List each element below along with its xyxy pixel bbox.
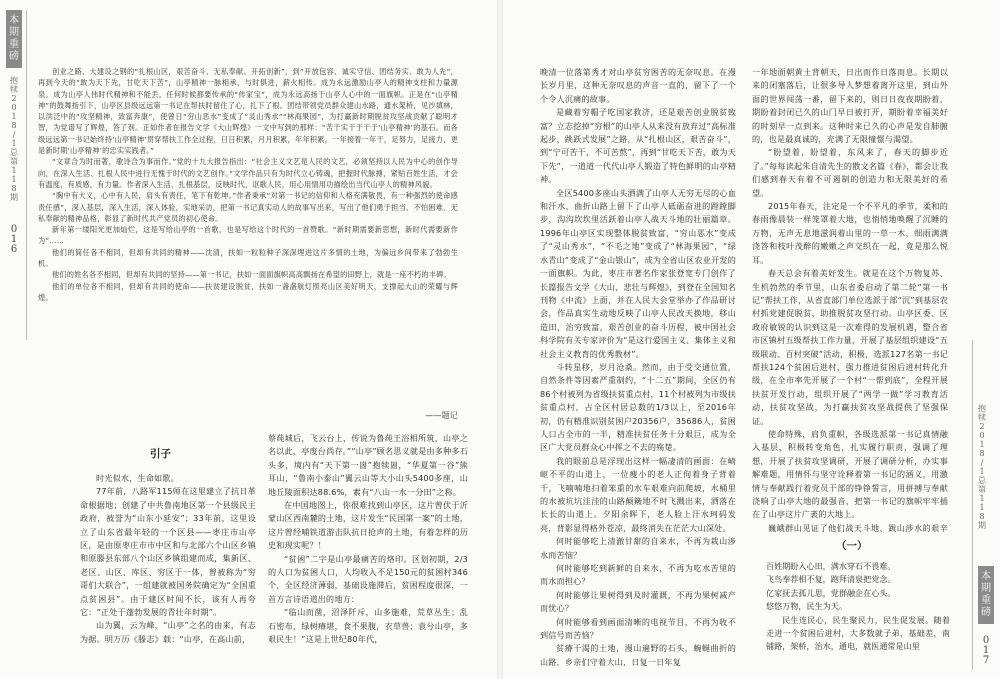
poem-block	[764, 560, 950, 674]
intro-paragraph: 时光似水，生命如歌。	[96, 473, 179, 483]
intro-column	[80, 472, 256, 672]
right-running-head: 抱 犊 2 0 1 8 / 1 总 第 1 1 8 期	[978, 404, 986, 530]
body-paragraph: “盼望着，盼望着，东风来了，春天的脚步近了。”每每读起朱自清先生的散文名篇《春》，都会让我们感到春天有着不可遏制的创造力和无限美好的希望。	[752, 147, 948, 198]
body-paragraph: “临山而凿，沼泽阡斥，山多施难，荒草丛生；乱石密布，绿树瘠堪，食不果腹，衣草兽；袁兮山亭，多艰民生！”这是上世纪80年代，	[268, 607, 468, 645]
left-section-tab: 本 期 重 磅	[6, 10, 22, 68]
left-side-rule	[26, 10, 27, 340]
body-paragraph: 何时能够看到画面清晰的电视节目，不再为收不到信号而苦恼？	[540, 616, 736, 641]
poem-line: 百姓期盼入心田，满水穿石不畏难。	[766, 561, 896, 571]
preface-paragraph: 他们的姓名各不相同，但却有共同的坚持——第一书记，扶如一面面旗帜高高飘扬在希望的田野上，就是一座不朽的丰碑。	[52, 270, 451, 280]
body-paragraph: 何时能够让果树得到及时灌溉，不再为果树减产而忧心？	[540, 589, 736, 614]
body-paragraph: 在中国地图上，你很难找到山亭区，这片曾伏于沂蒙山区西南麓的土地，这片发生“民国第一案”的土地，这片曾经哺铁道游击队抗日抢声的土地，有着怎样的历史和现实呢？！	[268, 500, 468, 551]
body-paragraph: 春天总会有着美好发生。就是在这个万物复苏、生机勃然的季节里，山东省委启动了第二轮“第一书记”帮扶工作，从省直部门单位选派于部“沉”到基层农村抓党建促脱贫，助推脱贫攻坚行动。山亭区委、区政府敏锐的认识到这是一次难得的发展机遇，整合省市区镇村五级帮扶工作力量，开展了基层组织建设“五级联动、百村突破”活动，积极，选派127名第一书记帮扶124个贫困后进村，强力推进贫困后进村转化升级，在全市率先开展了一个村“一帮到底”，全程开展扶贫开发行动，组织开展了“两学一做”学习教育活动，扶贫攻坚战，为打赢扶贫攻坚战提供了坚强保证。	[752, 268, 948, 426]
right-side-rule	[972, 340, 973, 670]
section-heading: 引子	[150, 448, 171, 460]
right-page-column-2	[752, 66, 948, 534]
right-page-number: 0 1 7	[982, 635, 990, 666]
poem-heading: （一）	[836, 540, 868, 552]
intro-paragraph: 77年前，八路军115师在这里建立了抗日革命根据地；创建了中共鲁南地区第一个县级民主政府，被誉为“山东小延安”；33年前，这里设立了山东省最年轻的一个区县——枣庄市山亭区，是由原枣庄市市中区和与北部六个山区乡镇和原滕县东部八个山区乡镇组建而成，集新区、老区、山区、库区、穷区于一体，曾被称为“穷哥们大联合”，一组建就被国务院确定为“全国重点贫困县”。由于建区时间不长，该有人再夸它：“正处于蓬勃发展的青壮年时期”。	[80, 486, 256, 618]
left-page-number: 0 1 6	[10, 224, 18, 255]
preface-signature: ——题记	[425, 411, 458, 420]
body-paragraph: 我的眼前总是浮现出这样一幅凄清的画面：在崎岖不平的山道上，一位瘦小的老人正佝着身子背着千，飞喃喃地扫着笨重的水车艰难向前爬坡，水桶里的水被坑坑洼洼的山路颠簸地不时飞溅出来，洒落在长长的山道上。夕阳余晖下，老人脸上汗水珂码发亮，背影显得格外苍凉，最终消失在茫茫大山深处。	[540, 455, 736, 533]
preface-paragraph: 新年第一缕阳光更加灿烂，这是写给山亭的一首歌，也是写给这个时代的一首赞歌。“新时期需要新思想，新时代需要新作为”……	[38, 225, 458, 246]
body-paragraph: 2015年春天，注定是一个不平凡的季节，柔和的春雨像晨装一样笼罩着大地，也悄悄地唤醒了沉睡的万物，无声无息地滋润着山里的一草一木，细雨满满浇答和枝叶茂醉的嫩嫩之声交织在一起，竟是那么悦耳。	[752, 201, 948, 265]
preface-signature-row	[38, 408, 458, 422]
right-page-column-1	[540, 66, 736, 666]
preface-paragraph: 创业之路，大建设之钢的“扎根山区，艰苦奋斗、无私奉献、开拓创新”，到“开放包容、诚实守信、团结务实、敢为人先”，再到今天的“敢为天下先，甘吃天下苦”，山亭精神一脉相承，与时俱进，薪火相传。成为永远激励山亭人的精神支柱和力量源泉。成为山亭人伟时代精神和不能丢，任何时候都要传承的“传家宝”，成为永远高扬于山亭人心中的一面旗帜。正是在“山亭精神”的鼓舞指引下，山亭区县级远远第一书记在帮扶时留住了心，扎下了根。团结带领党员群众建山水路，通水架桥，见沙填林，以洪泛中的“攻坚精神，致富奔康”，使曾日“穷山恶水”变成了“灵山秀水”“林海果园”，为打赢新时期脱贫攻坚战贡献了聪明才智，为党谱写了辉煌，答了剂。正如作者在报告文学《大山辉煌》一文中写到的那样：“苦干实干于干于‘山亭精神’的基石。而各级远远第一书记始终持‘山亭精神’贯穿帮扶工作全过程，日日积累，月月积累，年年积累，一年接着一年干，足努力，足接力，更是新时期‘山亭精神’的忠实实践者。”	[38, 67, 458, 156]
body-paragraph: 何时能够吃上清澈甘甜的自来水，不再为栽山涉水而苦恼？	[540, 536, 736, 560]
preface-paragraph: “文章合为时而著，歌诗合为事而作。”党的十九大报告指出：“社会主义文艺是人民的文艺，必须坚持以人民为中心的创作导向，在深入生活、扎根人民中进行无愧于时代的文艺创作。”文学作品只有为时代立心铸魂，把握时代脉搏，紧贴百姓生活，才会有温度，有质感，有力量。作者深入生活，扎根基层，反映时代，讴歌人民，用心用情用功描绘出当代山亭人的精神风貌。	[38, 157, 458, 189]
preface-paragraph: 他们的简任各不相同，但却有共同的精神——沈清，扶如一粒粒种子深深埋进这片多情的土地，为偏远乡间带来了勃勃生机。	[38, 247, 458, 269]
intro-paragraph: 山为翼，云为峰，“山亭”之名的由来，有志为据。明万历《滕志》载：“山亭，在高山前，	[80, 620, 256, 644]
poem-line: 飞鸟奉荐相不复，跑拜清泉把党念。	[766, 574, 896, 585]
body-paragraph: 巍峨群山见证了他们战天斗地、跋山涉水的艰辛	[768, 522, 948, 533]
preface-paragraph: “胸中有大义，心中有人民，肩头有责任，笔下有乾坤。”作者秉承“对第一书记的信仰和人格充满敬畏，有一种强烈的使命感责任感”，深入基层，深入生活，深入体验，实地采访，把第一书记真实动人的故事写出来，写出了他们勇于担当、不怕困难、无私奉献的精神品格，彰显了新时代共产党员的初心使命。	[38, 191, 458, 223]
body-paragraph: 使命特殊，肩负重帜，各级选派第一书记真情融入基层，积极转变角色，扎实履行职责，强调了理想，开展了扶贫攻坚调研，开展了调研分析，办实事解难题，用情怀与坚守诠释着第一书记的涵义，用激情与奉献践行着党员干部的铮铮誓言，用拼搏与奉献浇响了山亭大地的最强音，把第一书记的旗帜牢牢插在了山亭这片广袤的大地上。	[752, 428, 948, 520]
left-page-column-2	[268, 432, 468, 672]
preface-block	[38, 66, 458, 408]
preface-paragraph: 他们的单位各不相同，但却有共同的使命——扶贫建设脱贫，扶如一盏盏航灯照亮山区美好明天，支撑起大山的荣耀与辉煌。	[38, 281, 458, 302]
poem-line: 民生连民心，民生聚民力，民生促发展。随着走进一个贫困后进村，大多数就子弟，基础差，南铺路，架桥，治水，通电，就医通常是山里	[766, 614, 950, 652]
body-paragraph: 是藏着穷帽子吃国家救济，还是艰苦创业脱贫致富？立志挖掉“穷根”的山亭人从来没有放弃过“高标准起步，跳跃式发展”之路，从“扎根山区，艰苦奋斗”，到“宁可苦干，不可苦熬”，再到“甘吃天下苦，敢为天下先”，一道道一代代山亭人锻造了特色鲜明的山亭精神。	[540, 107, 736, 185]
body-paragraph: 蔡莼城后，飞云台上，传说为鲁莼王浴相所筑，山亭之名以此，亭废台尚存。”“山亭”顾名思义就是由多种多石头多，境内有“天下第一崮”抱犊崮，“华夏第一谷”熊耳山，“鲁南小泰山”翼云山等大小山头5400多座，山地丘陵面积达88.6%，素有“八山一水一分田”之称。	[268, 433, 468, 497]
spine-gutter	[497, 0, 503, 679]
body-paragraph: 斗转星移，岁月沧桑。然而，由于受交通位置，自然条件等因素严重制约，“十二五”期间，全区仍有86个村被列为省级扶贫重点村，11个村被列为市级扶贫重点村，占全区村居总数的1/3以上，至2016年初，仍有精准识别贫困户20356户，35686人，贫困人口占全市的一半，精准扶贫任务十分艰巨，成为全区广大党员群众心中挥之不去的殇楚。	[540, 361, 736, 453]
body-paragraph: 贫瘠干渴的土地，漫山遍野的石头，蜿蜒曲折的山路，乡亲们守着大山，日复一日年复	[540, 643, 736, 666]
body-paragraph: 全区5400多座山头洒满了山亭人无穷无尽的心血和汗水，曲折山路上留下了山亭人砥砺奋进的蹚蹚脚步，沟沟坎坎里活跃着山亭人战天斗地的壮丽篇章。1996年山亭区实现整体脱贫致富，“穷山恶水”变成了“灵山秀水”，“不毛之地”变成了“林海果园”，“绿水青山”变成了“金山银山”，成为全省山区农业开发的一面旗帜。为此，枣庄市著名作家张登宽专门创作了长篇报告文学《大山，悲壮与辉煌》，到登在全国知名刊物《中流》上面，并在人民大会堂举办了作品研讨会，作品真实生动地反映了山亭人民改天换地，移山造田，治穷致富，艰苦创业的奋斗历程，被中国社会科学院有关专家评价为“是这行爱国主义、集体主义和社会主义教育的优秀教材”。	[540, 187, 736, 359]
left-running-head: 抱 犊 2 0 1 8 / 1 总 第 1 1 8 期	[10, 76, 18, 202]
body-paragraph: “贫困”二字是山亭最痛苦的烙印。区划初期，2/3的人口为贫困人口，人均收入不足150元的贫困村346个，全区经济薄弱，基础设施滞后，贫困程度很深，一首方言诗语道出的地方：	[268, 553, 468, 604]
poem-line: 悠悠万物，民生为天。	[766, 601, 847, 612]
body-paragraph: 一年地面朝黄土背朝天，日出而作日落而息。长期以来的闭塞落后，让很多导人梦想着离开这里，到山外面的世界闯荡一番，留下来的，则日日夜夜期盼着，期盼着封闭已久的山门早日被打开，期盼着幸福美好的时刻早一点到来。这种时来已久的心声是发自肺腑的，也是最真诚的，充满了无限憧憬与渴望。	[752, 67, 948, 145]
right-section-tab: 本 期 重 磅	[978, 566, 994, 624]
poem-line: 亿家抚去孤儿思，党群融企在心头。	[766, 587, 896, 598]
body-paragraph: 何时能够吃到新鲜的自来水，不再为吃水苦里的而水而担心？	[540, 563, 736, 587]
body-paragraph: 晚清一位落第秀才对山亭贫穷困苦的无奈叹息。在漫长岁月里，这种无奈叹息的声音一直的，留下了一个个令人沉痛的故事。	[540, 67, 736, 104]
